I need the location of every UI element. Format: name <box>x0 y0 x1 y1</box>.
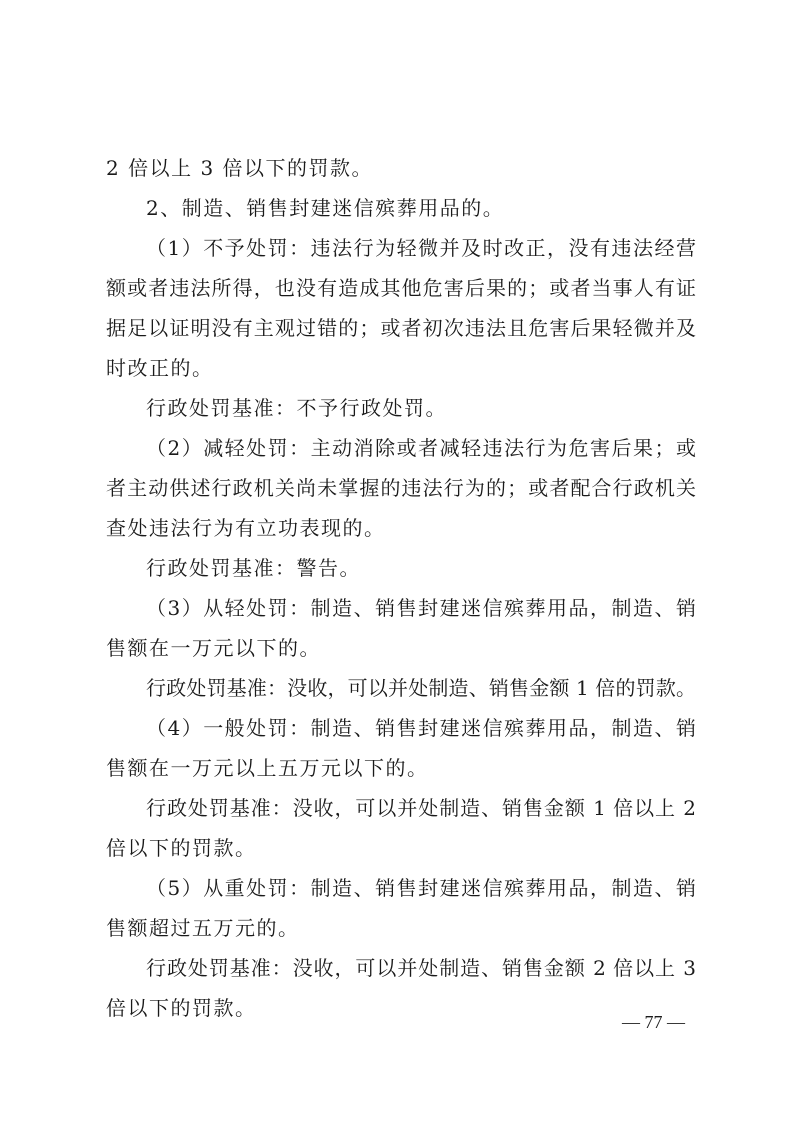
text-line: 售额在一万元以下的。 <box>106 636 321 660</box>
section-heading: 2、制造、销售封建迷信殡葬用品的。 <box>146 196 505 220</box>
text-line: 售额超过五万元的。 <box>106 916 300 940</box>
text-line: 查处违法行为有立功表现的。 <box>106 516 386 540</box>
text-line: 行政处罚基准：没收，可以并处制造、销售金额 1 倍以上 2 <box>146 796 696 820</box>
text-line: （4）一般处罚：制造、销售封建迷信殡葬用品，制造、销 <box>146 716 696 740</box>
text-line: 2 倍以上 3 倍以下的罚款。 <box>106 156 374 180</box>
text-line: 行政处罚基准：不予行政处罚。 <box>146 396 447 420</box>
text-line: 额或者违法所得，也没有造成其他危害后果的；或者当事人有证 <box>106 276 696 300</box>
text-line: 行政处罚基准：没收，可以并处制造、销售金额 1 倍的罚款。 <box>146 676 696 700</box>
text-line: 行政处罚基准：警告。 <box>146 556 361 580</box>
text-line: 售额在一万元以上五万元以下的。 <box>106 756 429 780</box>
text-line: 行政处罚基准：没收，可以并处制造、销售金额 2 倍以上 3 <box>146 956 696 980</box>
text-line: （3）从轻处罚：制造、销售封建迷信殡葬用品，制造、销 <box>146 596 696 620</box>
text-line: 倍以下的罚款。 <box>106 996 257 1020</box>
text-line: （2）减轻处罚：主动消除或者减轻违法行为危害后果；或 <box>146 436 696 460</box>
page-number: — 77 — <box>622 1012 685 1032</box>
text-line: 者主动供述行政机关尚未掌握的违法行为的；或者配合行政机关 <box>106 476 696 500</box>
text-line: （1）不予处罚：违法行为轻微并及时改正，没有违法经营 <box>146 236 696 260</box>
text-line: 据足以证明没有主观过错的；或者初次违法且危害后果轻微并及 <box>106 316 696 340</box>
text-line: 倍以下的罚款。 <box>106 836 257 860</box>
text-line: 时改正的。 <box>106 356 214 380</box>
text-line: （5）从重处罚：制造、销售封建迷信殡葬用品，制造、销 <box>146 876 696 900</box>
